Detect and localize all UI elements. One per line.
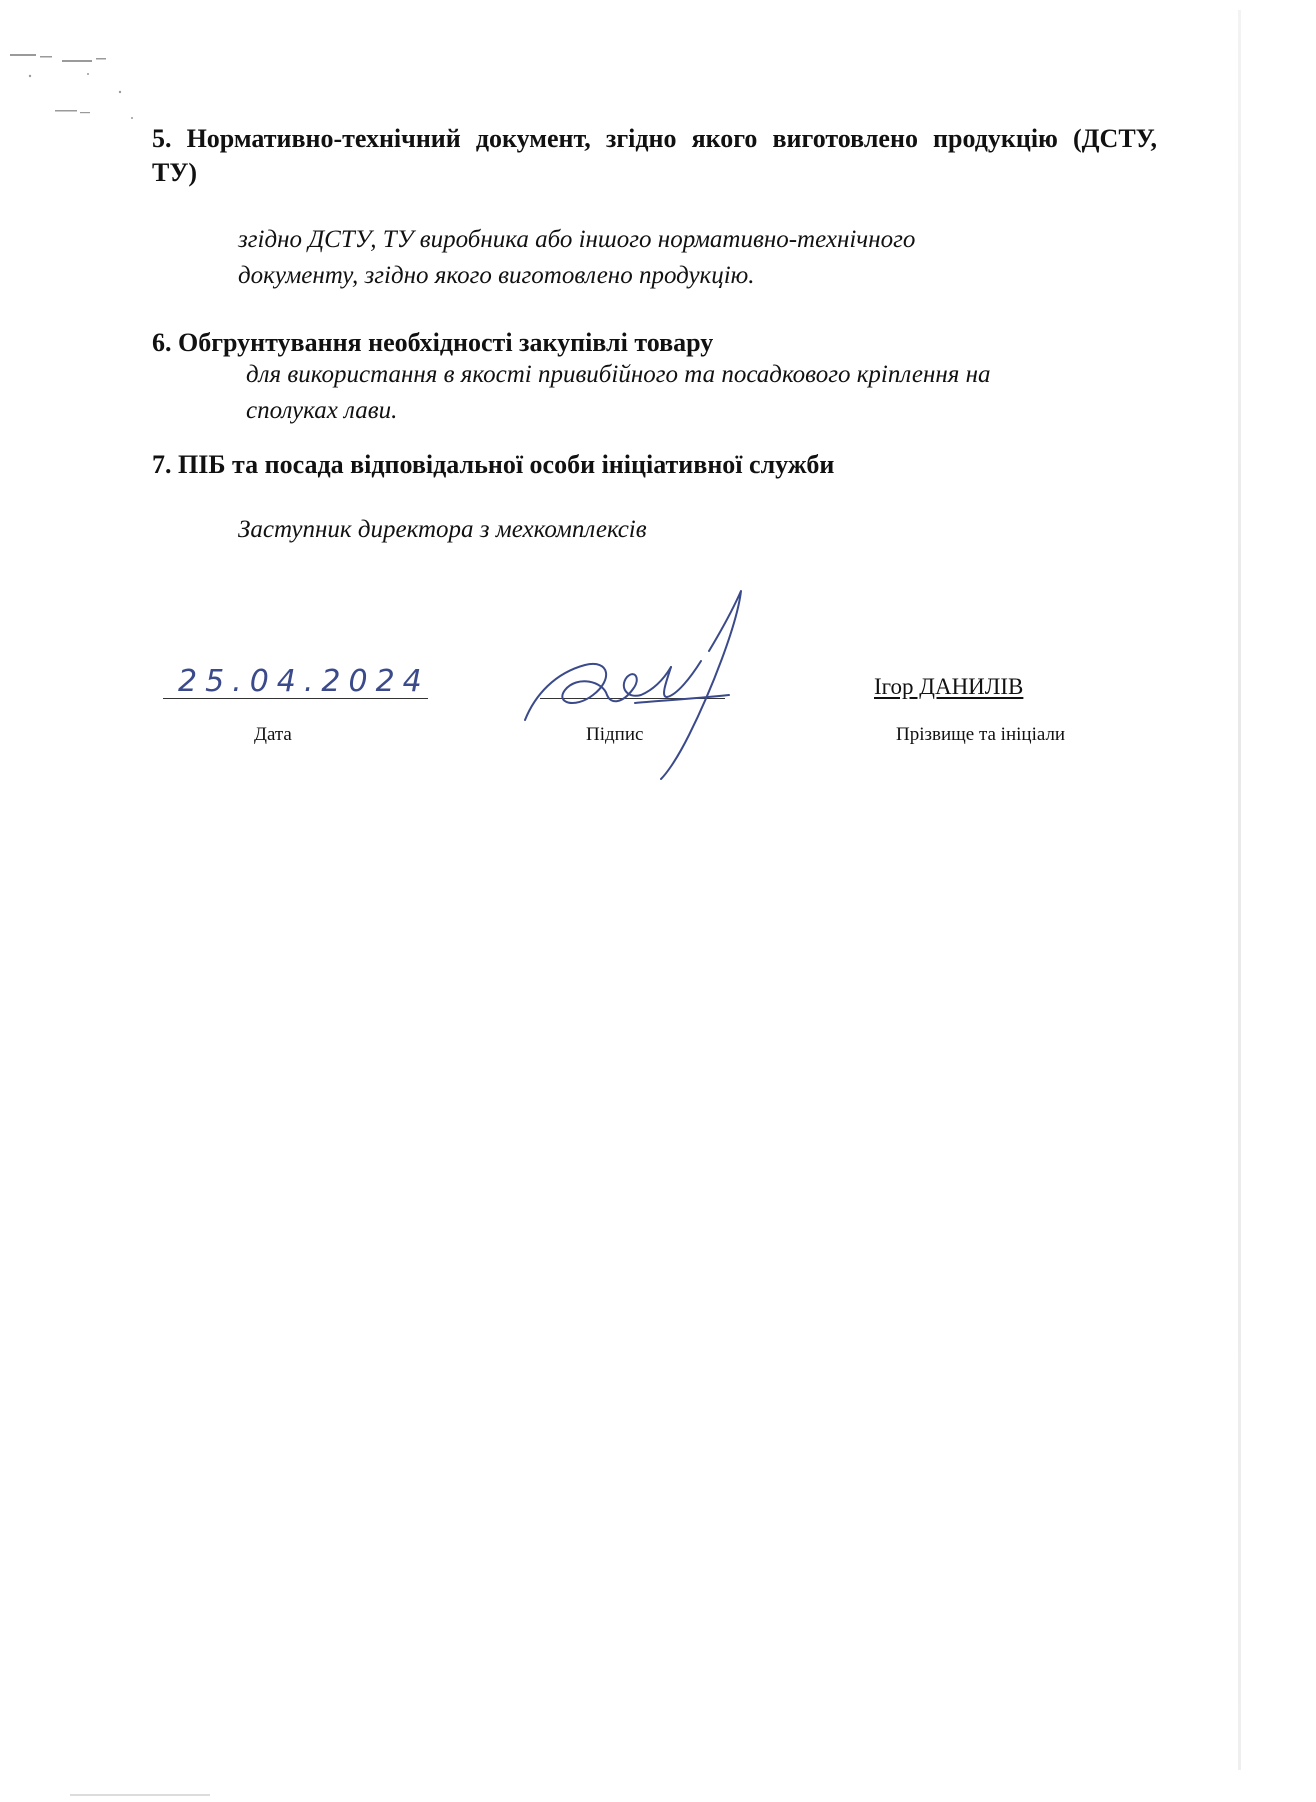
scan-edge-line — [1238, 10, 1241, 1770]
section-6-body-line-1: для використання в якості привибійного та посадкового кріплення на — [246, 361, 991, 388]
section-7-title: 7. ПІБ та посада відповідальної особи ініціативної служби — [152, 450, 835, 479]
section-7-body: Заступник директора з мехкомплексів — [238, 516, 647, 543]
signature-caption: Підпис — [586, 724, 644, 745]
handwritten-date — [170, 660, 430, 700]
scan-bottom-line — [70, 1794, 210, 1796]
section-5-body-line-2: документу, згідно якого виготовлено продукцію. — [238, 262, 755, 289]
scan-specks — [0, 40, 160, 140]
date-caption: Дата — [254, 724, 292, 745]
section-6-body — [246, 357, 1146, 429]
section-5-body-line-1: згідно ДСТУ, ТУ виробника або іншого нормативно-технічного — [238, 226, 916, 253]
section-5-body — [238, 222, 1078, 294]
handwritten-signature-icon — [515, 585, 765, 780]
handwritten-date-text: 25.04.2024 — [178, 664, 430, 699]
section-5-title: 5. Нормативно-технічний документ, згідно якого виготовлено продукцію (ДСТУ, ТУ) — [152, 124, 1157, 187]
name-caption: Прізвище та ініціали — [896, 724, 1066, 745]
signer-name: Ігор ДАНИЛІВ — [874, 674, 1024, 699]
section-6-title: 6. Обгрунтування необхідності закупівлі товару — [152, 328, 714, 357]
section-6-body-line-2: сполуках лави. — [246, 397, 398, 424]
